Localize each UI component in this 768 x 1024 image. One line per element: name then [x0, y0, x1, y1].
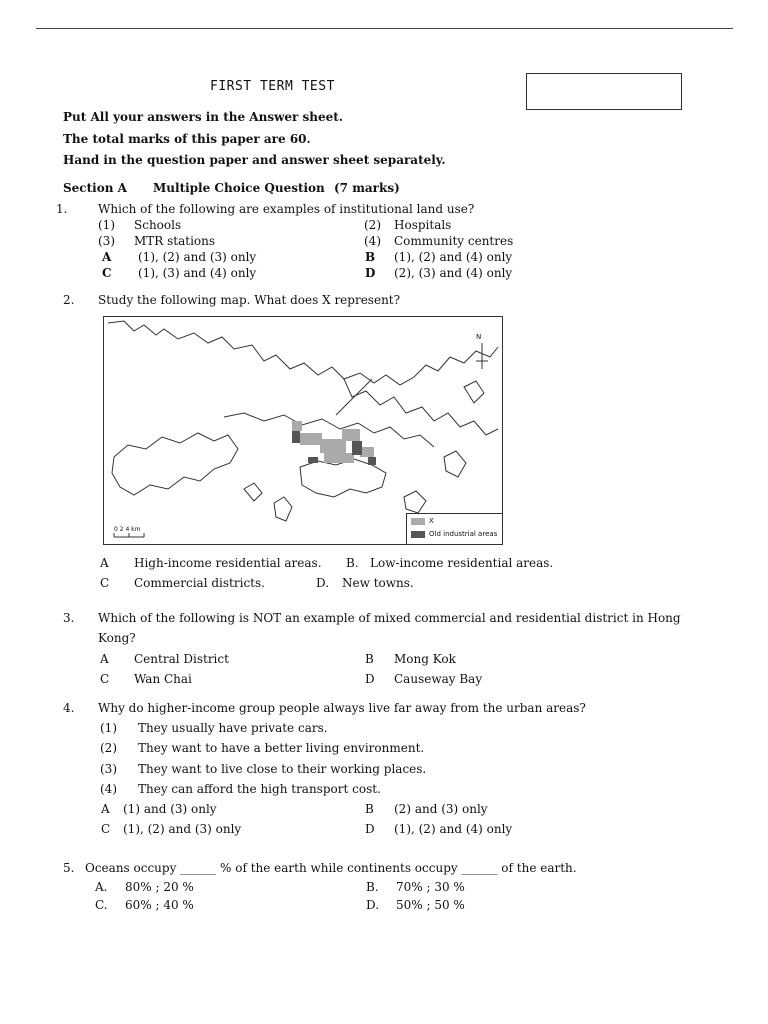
- q1-item: MTR stations: [134, 234, 216, 248]
- q1-item: Schools: [134, 218, 182, 232]
- q2-option-key: C: [100, 576, 110, 590]
- q5-number: 5.: [63, 861, 75, 875]
- q1-item-num: (4): [364, 234, 381, 248]
- q4-option: (1) and (3) only: [123, 802, 217, 816]
- q1-item-num: (2): [364, 218, 381, 232]
- q3-option: Central District: [134, 652, 229, 666]
- section-type: Multiple Choice Question: [153, 181, 325, 195]
- scale-label: 0 2 4 km: [114, 526, 141, 533]
- q4-number: 4.: [63, 701, 75, 715]
- q1-text: Which of the following are examples of institutional land use?: [98, 202, 475, 216]
- q3-option-key: D: [365, 672, 375, 686]
- q2-text: Study the following map. What does X represent?: [98, 293, 401, 307]
- q1-option-key: D: [365, 266, 376, 280]
- q1-item-num: (1): [98, 218, 115, 232]
- instruction-3: Hand in the question paper and answer sheet separately.: [63, 153, 446, 167]
- q1-option: (2), (3) and (4) only: [394, 266, 513, 280]
- q3-text-cont: Kong?: [98, 631, 136, 645]
- q1-option: (1), (2) and (3) only: [138, 250, 257, 264]
- q2-option: Commercial districts.: [134, 576, 265, 590]
- q1-item: Hospitals: [394, 218, 452, 232]
- q4-item-num: (2): [100, 741, 117, 755]
- q1-option: (1), (2) and (4) only: [394, 250, 513, 264]
- q2-number: 2.: [63, 293, 75, 307]
- instruction-2: The total marks of this paper are 60.: [63, 132, 311, 146]
- top-rule: [36, 28, 733, 29]
- section-label: Section A: [63, 181, 127, 195]
- q2-option: Low-income residential areas.: [370, 556, 554, 570]
- q5-option-key: B.: [366, 880, 379, 894]
- q4-item-num: (4): [100, 782, 117, 796]
- q1-option-key: C: [102, 266, 112, 280]
- q4-option-key: B: [365, 802, 374, 816]
- answer-box: [526, 73, 682, 110]
- hong-kong-map: [103, 316, 503, 545]
- q4-item: They usually have private cars.: [138, 721, 328, 735]
- q5-option: 80% ; 20 %: [125, 880, 194, 894]
- q4-item: They want to have a better living environment.: [138, 741, 425, 755]
- q3-option: Causeway Bay: [394, 672, 483, 686]
- legend-label: X: [429, 517, 434, 525]
- q3-number: 3.: [63, 611, 75, 625]
- q1-option: (1), (3) and (4) only: [138, 266, 257, 280]
- q1-number: 1.: [56, 202, 68, 216]
- q4-item: They want to live close to their working places.: [138, 762, 427, 776]
- q5-option: 70% ; 30 %: [396, 880, 465, 894]
- q2-option-key: B.: [346, 556, 359, 570]
- q4-option: (2) and (3) only: [394, 802, 488, 816]
- q5-option-key: C.: [95, 898, 108, 912]
- q4-option-key: C: [101, 822, 111, 836]
- q3-option-key: B: [365, 652, 374, 666]
- legend-swatch-industrial: [411, 531, 425, 538]
- q1-option-key: B: [365, 250, 376, 264]
- q4-item: They can afford the high transport cost.: [138, 782, 381, 796]
- q4-option-key: A: [101, 802, 110, 816]
- q2-option: New towns.: [342, 576, 414, 590]
- legend-swatch-x: [411, 518, 425, 525]
- q4-option-key: D: [365, 822, 375, 836]
- legend-label: Old industrial areas: [429, 530, 498, 538]
- q5-option-key: D.: [366, 898, 380, 912]
- section-marks: (7 marks): [334, 181, 400, 195]
- q5-option: 60% ; 40 %: [125, 898, 194, 912]
- q1-item: Community centres: [394, 234, 514, 248]
- q4-option: (1), (2) and (3) only: [123, 822, 242, 836]
- page-title: FIRST TERM TEST: [210, 79, 335, 94]
- q4-option: (1), (2) and (4) only: [394, 822, 513, 836]
- instruction-1: Put All your answers in the Answer sheet.: [63, 110, 344, 124]
- map-legend: [406, 513, 503, 545]
- north-label: N: [476, 333, 482, 341]
- q1-item-num: (3): [98, 234, 115, 248]
- q1-option-key: A: [102, 250, 112, 264]
- q2-option: High-income residential areas.: [134, 556, 322, 570]
- q5-text: Oceans occupy ______ % of the earth while continents occupy ______ of the earth.: [85, 861, 577, 875]
- q4-item-num: (1): [100, 721, 117, 735]
- q2-option-key: A: [100, 556, 109, 570]
- q5-option-key: A.: [95, 880, 108, 894]
- q3-option: Mong Kok: [394, 652, 456, 666]
- q3-option-key: C: [100, 672, 110, 686]
- q4-item-num: (3): [100, 762, 117, 776]
- q2-option-key: D.: [316, 576, 330, 590]
- q4-text: Why do higher-income group people always live far away from the urban areas?: [98, 701, 586, 715]
- map-drawing: [104, 317, 502, 544]
- q3-option: Wan Chai: [134, 672, 192, 686]
- q3-text: Which of the following is NOT an example of mixed commercial and residential district in Hong: [98, 611, 681, 625]
- q3-option-key: A: [100, 652, 109, 666]
- q5-option: 50% ; 50 %: [396, 898, 465, 912]
